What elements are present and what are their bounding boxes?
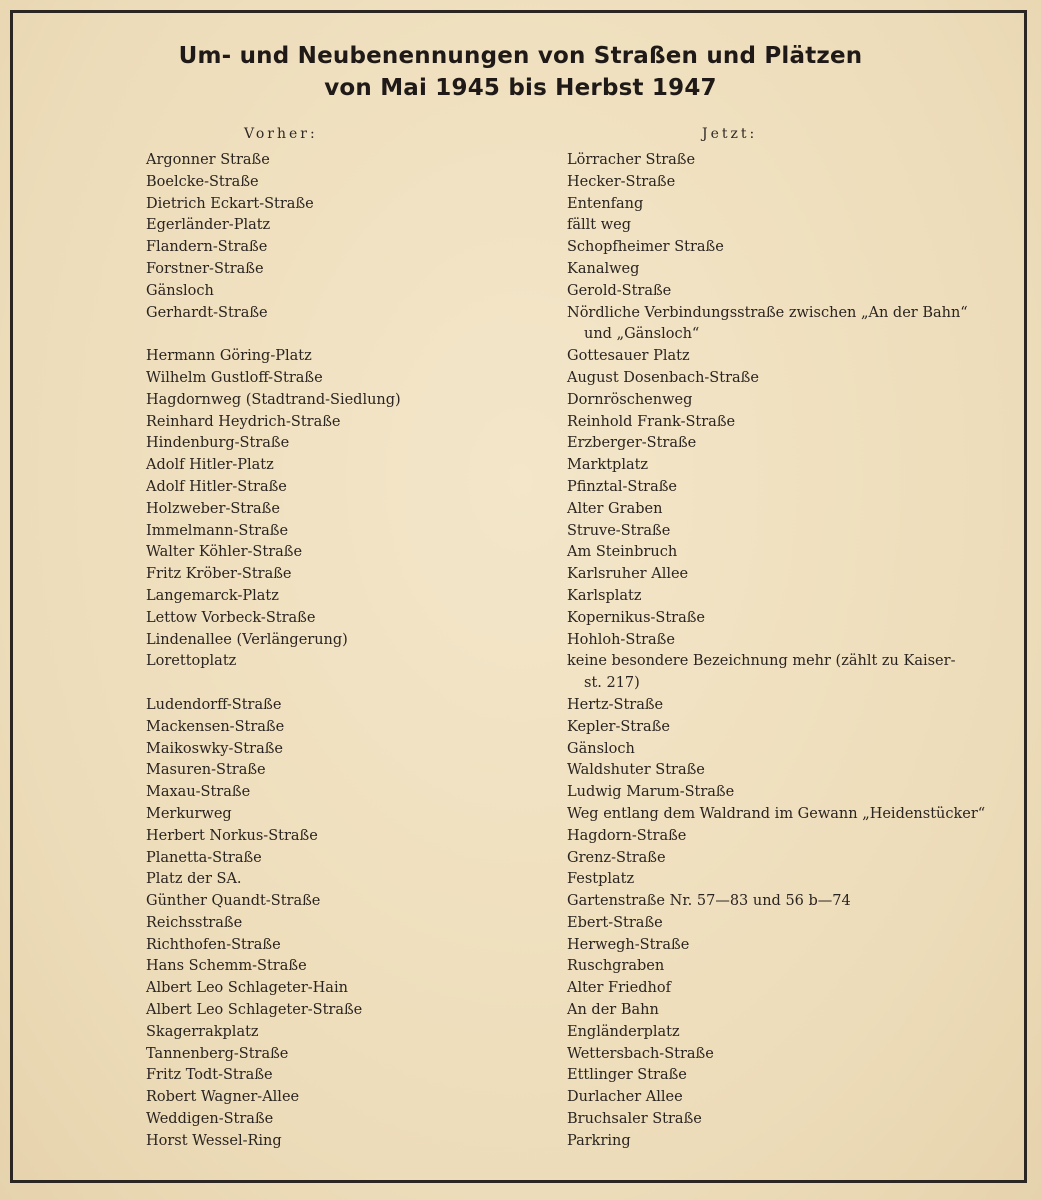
old-street-name: Langemarck-Platz bbox=[146, 587, 279, 604]
old-street-name: Fritz Kröber-Straße bbox=[146, 566, 292, 583]
renaming-table bbox=[0, 150, 1041, 1153]
new-street-name-line: Kopernikus-Straße bbox=[567, 609, 706, 626]
table-row bbox=[0, 215, 1041, 237]
title-line-2: von Mai 1945 bis Herbst 1947 bbox=[324, 75, 717, 101]
new-street-name bbox=[567, 237, 987, 259]
new-street-name bbox=[567, 760, 987, 782]
table-row bbox=[0, 477, 1041, 499]
new-street-name-line: Gerold-Straße bbox=[567, 282, 672, 299]
old-street-name: Weddigen-Straße bbox=[146, 1111, 274, 1128]
table-row bbox=[0, 1087, 1041, 1109]
table-row bbox=[0, 1065, 1041, 1087]
new-street-name-line: Ruschgraben bbox=[567, 958, 665, 975]
table-row bbox=[0, 1000, 1041, 1022]
new-street-name bbox=[567, 303, 987, 347]
new-street-name bbox=[567, 891, 987, 913]
old-street-name: Lettow Vorbeck-Straße bbox=[146, 609, 316, 626]
old-street-name: Tannenberg-Straße bbox=[146, 1045, 289, 1062]
old-street-name: Robert Wagner-Allee bbox=[146, 1089, 300, 1106]
new-street-name bbox=[567, 586, 987, 608]
old-street-name: Hans Schemm-Straße bbox=[146, 958, 307, 975]
new-street-name-line: Erzberger-Straße bbox=[567, 435, 697, 452]
new-street-name-line: Engländerplatz bbox=[567, 1023, 680, 1040]
new-street-name-line: Kepler-Straße bbox=[567, 718, 670, 735]
table-row bbox=[0, 237, 1041, 259]
old-street-name: Horst Wessel-Ring bbox=[146, 1132, 282, 1149]
old-street-name: Albert Leo Schlageter-Hain bbox=[146, 980, 348, 997]
old-street-name: Hagdornweg (Stadtrand-Siedlung) bbox=[146, 391, 401, 408]
new-street-name-line: Ludwig Marum-Straße bbox=[567, 784, 735, 801]
new-street-name-line: Gottesauer Platz bbox=[567, 348, 690, 365]
table-row bbox=[0, 194, 1041, 216]
new-street-name bbox=[567, 433, 987, 455]
table-row bbox=[0, 891, 1041, 913]
table-row bbox=[0, 651, 1041, 695]
table-row bbox=[0, 259, 1041, 281]
old-street-name: Gänsloch bbox=[146, 282, 214, 299]
new-street-name-line: keine besondere Bezeichnung mehr (zählt zu Kaiser- bbox=[567, 653, 956, 670]
old-street-name: Merkurweg bbox=[146, 805, 232, 822]
new-street-name-line: Kanalweg bbox=[567, 260, 640, 277]
old-street-name: Masuren-Straße bbox=[146, 762, 266, 779]
old-street-name: Maxau-Straße bbox=[146, 784, 251, 801]
column-header-before: Vorher: bbox=[244, 126, 318, 142]
new-street-name bbox=[567, 848, 987, 870]
old-street-name: Gerhardt-Straße bbox=[146, 304, 268, 321]
new-street-name-line: An der Bahn bbox=[567, 1002, 659, 1019]
table-row bbox=[0, 1109, 1041, 1131]
old-street-name: Fritz Todt-Straße bbox=[146, 1067, 273, 1084]
table-row bbox=[0, 630, 1041, 652]
table-row bbox=[0, 739, 1041, 761]
old-street-name: Hindenburg-Straße bbox=[146, 435, 290, 452]
new-street-name bbox=[567, 390, 987, 412]
new-street-name-line: Pfinztal-Straße bbox=[567, 478, 678, 495]
table-row bbox=[0, 542, 1041, 564]
column-header-now: Jetzt: bbox=[702, 126, 758, 142]
table-row bbox=[0, 695, 1041, 717]
table-row bbox=[0, 826, 1041, 848]
table-row bbox=[0, 978, 1041, 1000]
new-street-name bbox=[567, 651, 987, 695]
old-street-name: Flandern-Straße bbox=[146, 239, 268, 256]
table-row bbox=[0, 913, 1041, 935]
old-street-name: Skagerrakplatz bbox=[146, 1023, 259, 1040]
old-street-name: Wilhelm Gustloff-Straße bbox=[146, 369, 323, 386]
new-street-name bbox=[567, 869, 987, 891]
new-street-name bbox=[567, 150, 987, 172]
new-street-name-line: Lörracher Straße bbox=[567, 152, 696, 168]
new-street-name-line: Hertz-Straße bbox=[567, 696, 664, 713]
table-row bbox=[0, 390, 1041, 412]
new-street-name bbox=[567, 346, 987, 368]
document-title bbox=[0, 40, 1041, 104]
table-row bbox=[0, 412, 1041, 434]
new-street-name-line: Schopfheimer Straße bbox=[567, 239, 724, 256]
new-street-name bbox=[567, 477, 987, 499]
new-street-name bbox=[567, 739, 987, 761]
title-line-1: Um- und Neubenennungen von Straßen und Plätzen bbox=[178, 43, 863, 69]
table-row bbox=[0, 368, 1041, 390]
old-street-name: Walter Köhler-Straße bbox=[146, 544, 303, 561]
table-row bbox=[0, 848, 1041, 870]
table-row bbox=[0, 782, 1041, 804]
table-row bbox=[0, 586, 1041, 608]
new-street-name bbox=[567, 782, 987, 804]
table-row bbox=[0, 564, 1041, 586]
new-street-name bbox=[567, 956, 987, 978]
new-street-name-line: Alter Graben bbox=[567, 500, 663, 517]
old-street-name: Argonner Straße bbox=[146, 152, 270, 168]
new-street-name bbox=[567, 935, 987, 957]
new-street-name-line: Am Steinbruch bbox=[567, 544, 678, 561]
new-street-name bbox=[567, 194, 987, 216]
new-street-name bbox=[567, 630, 987, 652]
table-row bbox=[0, 760, 1041, 782]
new-street-name-line: Herwegh-Straße bbox=[567, 936, 690, 953]
new-street-name-line: Struve-Straße bbox=[567, 522, 671, 539]
new-street-name-line: Karlsplatz bbox=[567, 587, 642, 604]
new-street-name-line: Wettersbach-Straße bbox=[567, 1045, 714, 1062]
new-street-name-line: Alter Friedhof bbox=[567, 980, 671, 997]
new-street-name bbox=[567, 978, 987, 1000]
new-street-name bbox=[567, 804, 987, 826]
old-street-name: Lindenallee (Verlängerung) bbox=[146, 631, 348, 648]
new-street-name bbox=[567, 1000, 987, 1022]
old-street-name: Mackensen-Straße bbox=[146, 718, 285, 735]
new-street-name-line: Marktplatz bbox=[567, 457, 649, 474]
new-street-name bbox=[567, 1044, 987, 1066]
new-street-name bbox=[567, 259, 987, 281]
new-street-name-line: Parkring bbox=[567, 1132, 631, 1149]
new-street-name-line: Ebert-Straße bbox=[567, 914, 663, 931]
old-street-name: Holzweber-Straße bbox=[146, 500, 280, 517]
table-row bbox=[0, 1044, 1041, 1066]
old-street-name: Ludendorff-Straße bbox=[146, 696, 282, 713]
table-row bbox=[0, 1131, 1041, 1153]
new-street-name bbox=[567, 1131, 987, 1153]
table-row bbox=[0, 935, 1041, 957]
new-street-name bbox=[567, 608, 987, 630]
old-street-name: Egerländer-Platz bbox=[146, 217, 271, 234]
old-street-name: Dietrich Eckart-Straße bbox=[146, 195, 314, 212]
old-street-name: Reichsstraße bbox=[146, 914, 243, 931]
old-street-name: Forstner-Straße bbox=[146, 260, 264, 277]
new-street-name-line: Bruchsaler Straße bbox=[567, 1111, 702, 1128]
old-street-name: Richthofen-Straße bbox=[146, 936, 281, 953]
new-street-name-line: Reinhold Frank-Straße bbox=[567, 413, 736, 430]
table-row bbox=[0, 1022, 1041, 1044]
new-street-name-line: Nördliche Verbindungsstraße zwischen „An der Bahn“ bbox=[567, 304, 968, 321]
old-street-name: Albert Leo Schlageter-Straße bbox=[146, 1002, 363, 1019]
old-street-name: Reinhard Heydrich-Straße bbox=[146, 413, 341, 430]
old-street-name: Immelmann-Straße bbox=[146, 522, 289, 539]
new-street-name-line: Dornröschenweg bbox=[567, 391, 693, 408]
new-street-name-line: Waldshuter Straße bbox=[567, 762, 705, 779]
new-street-name bbox=[567, 368, 987, 390]
new-street-name-line: Ettlinger Straße bbox=[567, 1067, 687, 1084]
new-street-name bbox=[567, 1065, 987, 1087]
old-street-name: Lorettoplatz bbox=[146, 653, 237, 670]
table-row bbox=[0, 499, 1041, 521]
old-street-name: Planetta-Straße bbox=[146, 849, 262, 866]
table-row bbox=[0, 608, 1041, 630]
new-street-name-line: Durlacher Allee bbox=[567, 1089, 683, 1106]
new-street-name-continuation: st. 217) bbox=[584, 675, 640, 692]
new-street-name bbox=[567, 717, 987, 739]
new-street-name bbox=[567, 695, 987, 717]
new-street-name-line: Festplatz bbox=[567, 871, 635, 888]
new-street-name bbox=[567, 1087, 987, 1109]
table-row bbox=[0, 150, 1041, 172]
table-row bbox=[0, 455, 1041, 477]
table-row bbox=[0, 956, 1041, 978]
table-row bbox=[0, 717, 1041, 739]
new-street-name bbox=[567, 172, 987, 194]
table-row bbox=[0, 303, 1041, 347]
old-street-name: Adolf Hitler-Straße bbox=[146, 478, 287, 495]
old-street-name: Maikoswky-Straße bbox=[146, 740, 283, 757]
new-street-name-continuation: und „Gänsloch“ bbox=[584, 326, 700, 343]
new-street-name bbox=[567, 1109, 987, 1131]
new-street-name-line: Gänsloch bbox=[567, 740, 635, 757]
new-street-name-line: Grenz-Straße bbox=[567, 849, 666, 866]
new-street-name-line: fällt weg bbox=[567, 217, 631, 234]
new-street-name-line: August Dosenbach-Straße bbox=[567, 369, 759, 386]
new-street-name bbox=[567, 412, 987, 434]
new-street-name bbox=[567, 542, 987, 564]
old-street-name: Herbert Norkus-Straße bbox=[146, 827, 318, 844]
new-street-name bbox=[567, 455, 987, 477]
new-street-name bbox=[567, 499, 987, 521]
old-street-name: Platz der SA. bbox=[146, 871, 242, 888]
new-street-name bbox=[567, 281, 987, 303]
new-street-name bbox=[567, 913, 987, 935]
new-street-name bbox=[567, 1022, 987, 1044]
table-row bbox=[0, 433, 1041, 455]
new-street-name-line: Gartenstraße Nr. 57—83 und 56 b—74 bbox=[567, 893, 851, 910]
table-row bbox=[0, 346, 1041, 368]
new-street-name-line: Hagdorn-Straße bbox=[567, 827, 687, 844]
table-row bbox=[0, 804, 1041, 826]
new-street-name bbox=[567, 564, 987, 586]
new-street-name-line: Karlsruher Allee bbox=[567, 566, 689, 583]
new-street-name-line: Hecker-Straße bbox=[567, 173, 676, 190]
new-street-name-line: Hohloh-Straße bbox=[567, 631, 675, 648]
table-row bbox=[0, 521, 1041, 543]
table-row bbox=[0, 869, 1041, 891]
table-row bbox=[0, 281, 1041, 303]
old-street-name: Hermann Göring-Platz bbox=[146, 348, 312, 365]
table-row bbox=[0, 172, 1041, 194]
old-street-name: Günther Quandt-Straße bbox=[146, 893, 321, 910]
new-street-name bbox=[567, 521, 987, 543]
old-street-name: Boelcke-Straße bbox=[146, 173, 259, 190]
old-street-name: Adolf Hitler-Platz bbox=[146, 457, 274, 474]
new-street-name-line: Weg entlang dem Waldrand im Gewann „Heidenstücker“ bbox=[567, 805, 986, 822]
new-street-name bbox=[567, 215, 987, 237]
new-street-name-line: Entenfang bbox=[567, 195, 644, 212]
new-street-name bbox=[567, 826, 987, 848]
